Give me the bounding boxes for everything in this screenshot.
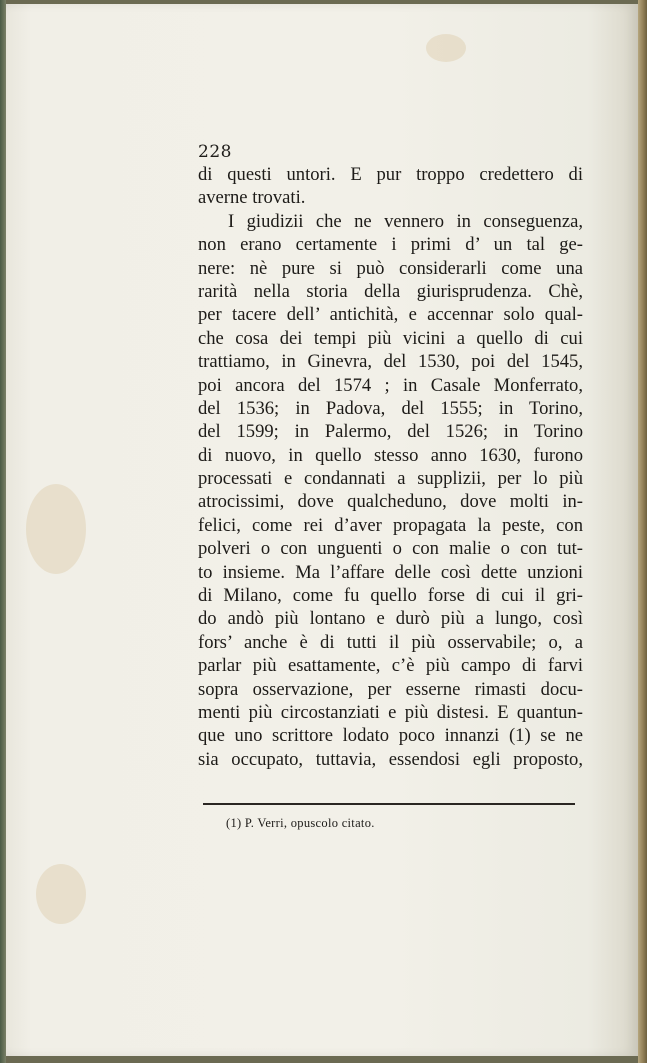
footnote: (1) P. Verri, opuscolo citato. [226, 816, 375, 830]
text-line: sopra osservazione, per esserne rimasti docu- [198, 678, 583, 700]
text-line: trattiamo, in Ginevra, del 1530, poi del 1545, [198, 351, 583, 373]
book-spine [638, 0, 647, 1063]
text-line: averne trovati. [198, 187, 306, 209]
text-line: di questi untori. E pur troppo credettero di [198, 164, 583, 185]
text-line: I giudizii che ne vennero in conseguenza, [228, 210, 583, 232]
text-line: polveri o con unguenti o con malie o con tut- [198, 538, 583, 560]
paper-stain [426, 34, 466, 62]
text-line: atrocissimi, dove qualcheduno, dove molti in- [198, 491, 583, 513]
text-line: do andò più lontano e durò più a lungo, così [198, 608, 583, 630]
text-line: parlar più esattamente, c’è più campo di farvi [198, 655, 583, 677]
footnote-rule [203, 803, 575, 805]
text-line: nere: nè pure si può considerarli come una [198, 257, 583, 279]
text-line: sia occupato, tuttavia, essendosi egli proposto, [198, 748, 583, 770]
text-line: del 1536; in Padova, del 1555; in Torino, [198, 397, 583, 419]
text-line: to insieme. Ma l’affare delle così dette unzioni [198, 561, 583, 583]
text-line: che cosa dei tempi più vicini a quello di cui [198, 327, 583, 349]
paper-stain [26, 484, 86, 574]
text-line: felici, come rei d’aver propagata la peste, con [198, 514, 583, 536]
text-line: rarità nella storia della giurisprudenza. Chè, [198, 280, 583, 302]
text-line: que uno scrittore lodato poco innanzi (1) se ne [198, 725, 583, 747]
page-number: 228 [198, 142, 232, 162]
page-body [198, 163, 583, 771]
text-line: poi ancora del 1574 ; in Casale Monferrato, [198, 374, 583, 396]
text-line: processati e condannati a supplizii, per lo più [198, 468, 583, 490]
text-line: fors’ anche è di tutti il più osservabile; o, a [198, 631, 583, 653]
text-line: per tacere dell’ antichità, e accennar solo qual- [198, 304, 583, 326]
text-line: di Milano, come fu quello forse di cui il gri- [198, 585, 583, 607]
text-line: non erano certamente i primi d’ un tal ge- [198, 234, 583, 256]
text-line: di nuovo, in quello stesso anno 1630, furono [198, 444, 583, 466]
text-line: del 1599; in Palermo, del 1526; in Torino [198, 421, 583, 443]
paper-stain [36, 864, 86, 924]
text-line: menti più circostanziati e più distesi. E quantun- [198, 701, 583, 723]
